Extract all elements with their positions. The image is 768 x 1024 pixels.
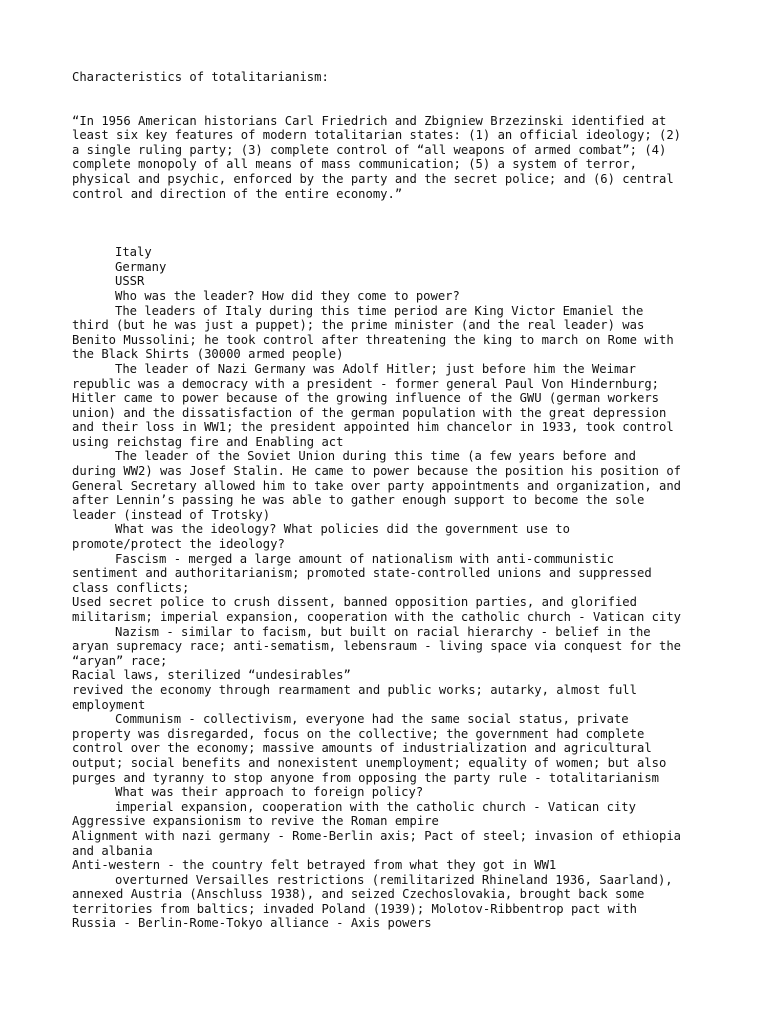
germany-leader-paragraph: [72, 362, 702, 450]
question-line: What was the ideology? What policies did the government use to: [115, 522, 570, 537]
paragraph-line: after Lennin’s passing he was able to gather enough support to become the sole: [72, 493, 645, 508]
italy-leader-paragraph: [72, 304, 702, 362]
fascism-paragraph: [72, 552, 702, 596]
paragraph-line: Nazism - similar to facism, but built on racial hierarchy - belief in the: [115, 624, 651, 639]
ussr-leader-paragraph: [72, 449, 702, 522]
paragraph-line: Communism - collectivism, everyone had the same social status, private: [115, 712, 629, 727]
paragraph-line: property was disregarded, focus on the collective; the government had complete: [72, 726, 645, 741]
quote-line: control and direction of the entire economy.”: [72, 186, 403, 201]
question-ideology: [72, 522, 702, 551]
nazism-paragraph: [72, 625, 702, 669]
communism-paragraph: [72, 712, 702, 785]
question-leader: Who was the leader? How did they come to power?: [115, 288, 460, 303]
paragraph-line: Hitler came to power because of the growing influence of the GWU (german workers: [72, 391, 659, 406]
paragraph-line: output; social benefits and nonexistent unemployment; equality of women; but also: [72, 755, 667, 770]
paragraph-line: leader (instead of Trotsky): [72, 507, 271, 522]
fascism-extra: [72, 595, 702, 624]
paragraph-line: Alignment with nazi germany - Rome-Berlin axis; Pact of steel; invasion of ethiopia: [72, 828, 682, 843]
nazism-extra: [72, 668, 702, 712]
document-title: Characteristics of totalitarianism:: [72, 70, 329, 84]
paragraph-line: and albania: [72, 843, 153, 858]
paragraph-line: employment: [72, 697, 146, 712]
paragraph-line: Fascism - merged a large amount of nationalism with anti-communistic: [115, 551, 614, 566]
paragraph-line: third (but he was just a puppet); the prime minister (and the real leader) was: [72, 318, 645, 333]
country-list: [72, 245, 702, 289]
paragraph-line: Used secret police to crush dissent, banned opposition parties, and glorified: [72, 595, 637, 610]
foreign-policy-germany-paragraph: [72, 873, 702, 931]
paragraph-line: Benito Mussolini; he took control after threatening the king to march on Rome with: [72, 332, 674, 347]
paragraph-line: republic was a democracy with a president - former general Paul Von Hindernburg;: [72, 376, 659, 391]
paragraph-line: overturned Versailles restrictions (remilitarized Rhineland 1936, Saarland),: [115, 872, 673, 887]
paragraph-line: aryan supremacy race; anti-sematism, lebensraum - living space via conquest for the: [72, 639, 682, 654]
document-body: [72, 70, 702, 931]
foreign-policy-italy-extra: [72, 814, 702, 872]
quote-line: complete monopoly of all means of mass communication; (5) a system of terror,: [72, 157, 637, 172]
country-italy: Italy: [115, 245, 152, 260]
paragraph-line: purges and tyranny to stop anyone from opposing the party rule - totalitarianism: [72, 770, 659, 785]
paragraph-line: Russia - Berlin-Rome-Tokyo alliance - Axis powers: [72, 916, 432, 931]
quote-line: least six key features of modern totalitarian states: (1) an official ideology; (2): [72, 128, 682, 143]
quote-line: “In 1956 American historians Carl Friedrich and Zbigniew Brzezinski identified at: [72, 113, 667, 128]
paragraph-line: and their loss in WW1; the president appointed him chancelor in 1933, took control: [72, 420, 674, 435]
quote-line: physical and psychic, enforced by the party and the secret police; and (6) central: [72, 171, 674, 186]
paragraph-line: revived the economy through rearmament and public works; autarky, almost full: [72, 682, 637, 697]
paragraph-line: “aryan” race;: [72, 653, 168, 668]
paragraph-line: sentiment and authoritarianism; promoted state-controlled unions and suppressed: [72, 566, 652, 581]
quote-block: [72, 114, 702, 202]
paragraph-line: The leaders of Italy during this time period are King Victor Emaniel the: [115, 303, 644, 318]
paragraph-line: General Secretary allowed him to take over party appointments and organization, and: [72, 478, 682, 493]
paragraph-line: Racial laws, sterilized “undesirables”: [72, 668, 351, 683]
paragraph-line: control over the economy; massive amounts of industrialization and agricultural: [72, 741, 652, 756]
paragraph-line: militarism; imperial expansion, cooperation with the catholic church - Vatican city: [72, 610, 682, 624]
paragraph-line: Anti-western - the country felt betrayed from what they got in WW1: [72, 858, 557, 873]
paragraph-line: The leader of the Soviet Union during this time (a few years before and: [115, 449, 636, 464]
paragraph-line: during WW2) was Josef Stalin. He came to power because the position his position of: [72, 464, 682, 479]
paragraph-line: class conflicts;: [72, 580, 190, 595]
paragraph-line: union) and the dissatisfaction of the german population with the great depression: [72, 405, 667, 420]
paragraph-line: the Black Shirts (30000 armed people): [72, 347, 344, 362]
paragraph-line: annexed Austria (Anschluss 1938), and seized Czechoslovakia, brought back some: [72, 887, 645, 902]
paragraph-line: using reichstag fire and Enabling act: [72, 434, 344, 449]
paragraph-line: The leader of Nazi Germany was Adolf Hitler; just before him the Weimar: [115, 361, 636, 376]
country-ussr: USSR: [115, 274, 145, 289]
country-germany: Germany: [115, 259, 167, 274]
foreign-policy-italy-first: imperial expansion, cooperation with the catholic church - Vatican city: [115, 799, 636, 814]
paragraph-line: territories from baltics; invaded Poland (1939); Molotov-Ribbentrop pact with: [72, 901, 637, 916]
question-foreign-policy: What was their approach to foreign policy?: [115, 785, 424, 800]
quote-line: a single ruling party; (3) complete control of “all weapons of armed combat”; (4): [72, 142, 667, 157]
paragraph-line: Aggressive expansionism to revive the Roman empire: [72, 814, 439, 829]
question-line: promote/protect the ideology?: [72, 537, 285, 552]
